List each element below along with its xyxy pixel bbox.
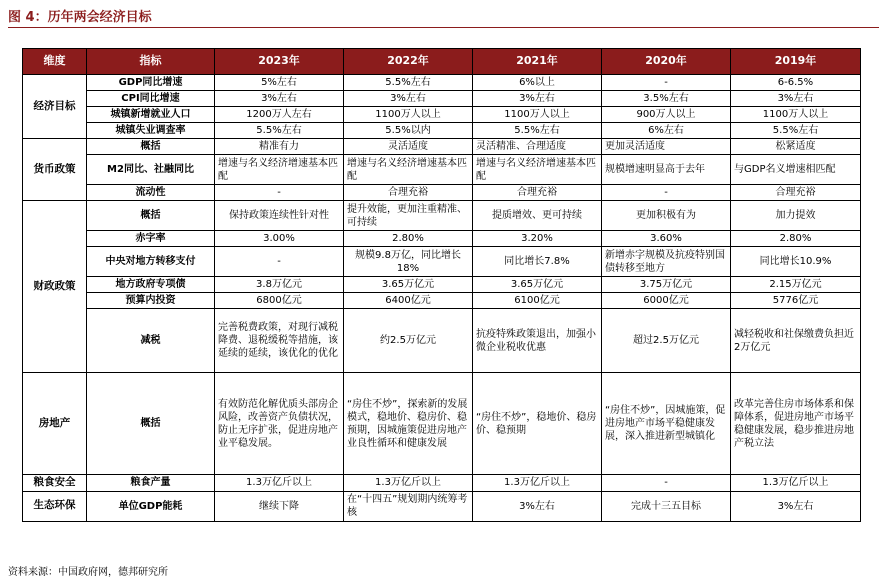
category-cell: 货币政策 [23,139,87,201]
indicator-cell: 赤字率 [87,231,215,247]
indicator-cell: 减税 [87,309,215,373]
value-cell: 在“十四五”规划期内统筹考核 [344,491,473,521]
value-cell: 松紧适度 [731,139,861,155]
value-cell: 3.60% [602,231,731,247]
indicator-cell: 概括 [87,201,215,231]
value-cell: 3.8万亿元 [215,277,344,293]
value-cell: 3%左右 [215,91,344,107]
indicator-cell: 流动性 [87,185,215,201]
value-cell: 3.65万亿元 [473,277,602,293]
value-cell: 3.5%左右 [602,91,731,107]
value-cell: 5.5%以内 [344,123,473,139]
indicator-cell: 城镇新增就业人口 [87,107,215,123]
value-cell: 精准有力 [215,139,344,155]
value-cell: 灵活精准、合理适度 [473,139,602,155]
value-cell: 有效防范化解优质头部房企风险，改善资产负债状况，防止无序扩张，促进房地产业平稳发展。 [215,373,344,475]
table-row [23,491,861,521]
economic-targets-table [22,48,861,522]
table-row [23,475,861,492]
figure-title: 图 4：历年两会经济目标 [8,10,152,25]
value-cell: 3.65万亿元 [344,277,473,293]
value-cell: 同比增长7.8% [473,247,602,277]
value-cell: 3%左右 [473,91,602,107]
value-cell: 5.5%左右 [473,123,602,139]
value-cell: 更加灵活适度 [602,139,731,155]
indicator-cell: M2同比、社融同比 [87,155,215,185]
value-cell: 1.3万亿斤以上 [344,475,473,492]
value-cell: 5.5%左右 [731,123,861,139]
indicator-cell: 预算内投资 [87,293,215,309]
value-cell: 1.3万亿斤以上 [215,475,344,492]
value-cell: 6400亿元 [344,293,473,309]
indicator-cell: 地方政府专项债 [87,277,215,293]
value-cell: 完成十三五目标 [602,491,731,521]
value-cell: 保持政策连续性针对性 [215,201,344,231]
value-cell: 提升效能，更加注重精准、可持续 [344,201,473,231]
source-note: 资料来源：中国政府网，德邦研究所 [8,567,168,578]
table-row [23,247,861,277]
category-cell: 生态环保 [23,491,87,521]
value-cell: 6100亿元 [473,293,602,309]
table-row [23,123,861,139]
indicator-cell: GDP同比增速 [87,75,215,91]
value-cell: 超过2.5万亿元 [602,309,731,373]
value-cell: 2.15万亿元 [731,277,861,293]
value-cell: 与GDP名义增速相匹配 [731,155,861,185]
value-cell: “房住不炒”，因城施策，促进房地产市场平稳健康发展，深入推进新型城镇化 [602,373,731,475]
value-cell: 规模增速明显高于去年 [602,155,731,185]
header-year: 2023年 [215,49,344,75]
value-cell: 3.00% [215,231,344,247]
table-row [23,373,861,475]
value-cell: 6%左右 [602,123,731,139]
table-row [23,75,861,91]
value-cell: - [602,475,731,492]
value-cell: 3.20% [473,231,602,247]
value-cell: 1100万人以上 [473,107,602,123]
value-cell: 增速与名义经济增速基本匹配 [473,155,602,185]
value-cell: 2.80% [344,231,473,247]
value-cell: 继续下降 [215,491,344,521]
value-cell: 完善税费政策，对现行减税降费、退税缓税等措施，该延续的延续，该优化的优化 [215,309,344,373]
value-cell: 灵活适度 [344,139,473,155]
indicator-cell: 城镇失业调查率 [87,123,215,139]
value-cell: 900万人以上 [602,107,731,123]
value-cell: 5776亿元 [731,293,861,309]
table-row [23,201,861,231]
title-rule [8,27,879,28]
value-cell: 同比增长10.9% [731,247,861,277]
value-cell: 3.75万亿元 [602,277,731,293]
value-cell: 6000亿元 [602,293,731,309]
value-cell: 增速与名义经济增速基本匹配 [215,155,344,185]
value-cell: 3%左右 [731,91,861,107]
category-cell: 经济目标 [23,75,87,139]
header-year: 2020年 [602,49,731,75]
header-year: 2022年 [344,49,473,75]
value-cell: 更加积极有为 [602,201,731,231]
value-cell: 1100万人以上 [731,107,861,123]
header-indicator: 指标 [87,49,215,75]
value-cell: 1200万人左右 [215,107,344,123]
header-row [23,49,861,75]
value-cell: 1.3万亿斤以上 [473,475,602,492]
table-container [22,48,860,522]
table-row [23,293,861,309]
value-cell: 3%左右 [731,491,861,521]
table-row [23,231,861,247]
value-cell: 提质增效、更可持续 [473,201,602,231]
value-cell: 合理充裕 [731,185,861,201]
value-cell: 合理充裕 [344,185,473,201]
value-cell: “房住不炒”，探索新的发展模式，稳地价、稳房价、稳预期，因城施策促进房地产业良性循环和健康发展 [344,373,473,475]
value-cell: 减轻税收和社保缴费负担近2万亿元 [731,309,861,373]
value-cell: 新增赤字规模及抗疫特别国债转移至地方 [602,247,731,277]
category-cell: 财政政策 [23,201,87,373]
value-cell: 改革完善住房市场体系和保障体系，促进房地产市场平稳健康发展，稳步推进房地产税立法 [731,373,861,475]
value-cell: 增速与名义经济增速基本匹配 [344,155,473,185]
table-row [23,185,861,201]
value-cell: 规模9.8万亿，同比增长18% [344,247,473,277]
value-cell: 5%左右 [215,75,344,91]
table-row [23,155,861,185]
value-cell: 3%左右 [473,491,602,521]
indicator-cell: CPI同比增速 [87,91,215,107]
header-category: 维度 [23,49,87,75]
value-cell: 6-6.5% [731,75,861,91]
value-cell: 6%以上 [473,75,602,91]
value-cell: “房住不炒”，稳地价、稳房价、稳预期 [473,373,602,475]
indicator-cell: 概括 [87,139,215,155]
indicator-cell: 概括 [87,373,215,475]
header-year: 2021年 [473,49,602,75]
value-cell: 1100万人以上 [344,107,473,123]
value-cell: 6800亿元 [215,293,344,309]
value-cell: 3%左右 [344,91,473,107]
table-row [23,139,861,155]
header-year: 2019年 [731,49,861,75]
value-cell: 合理充裕 [473,185,602,201]
table-row [23,91,861,107]
value-cell: - [602,75,731,91]
value-cell: 5.5%左右 [215,123,344,139]
value-cell: - [602,185,731,201]
category-cell: 粮食安全 [23,475,87,492]
indicator-cell: 单位GDP能耗 [87,491,215,521]
table-row [23,277,861,293]
value-cell: 约2.5万亿元 [344,309,473,373]
value-cell: 2.80% [731,231,861,247]
value-cell: 加力提效 [731,201,861,231]
value-cell: 1.3万亿斤以上 [731,475,861,492]
table-row [23,107,861,123]
category-cell: 房地产 [23,373,87,475]
indicator-cell: 中央对地方转移支付 [87,247,215,277]
value-cell: - [215,185,344,201]
indicator-cell: 粮食产量 [87,475,215,492]
value-cell: - [215,247,344,277]
value-cell: 抗疫特殊政策退出，加强小微企业税收优惠 [473,309,602,373]
table-row [23,309,861,373]
value-cell: 5.5%左右 [344,75,473,91]
